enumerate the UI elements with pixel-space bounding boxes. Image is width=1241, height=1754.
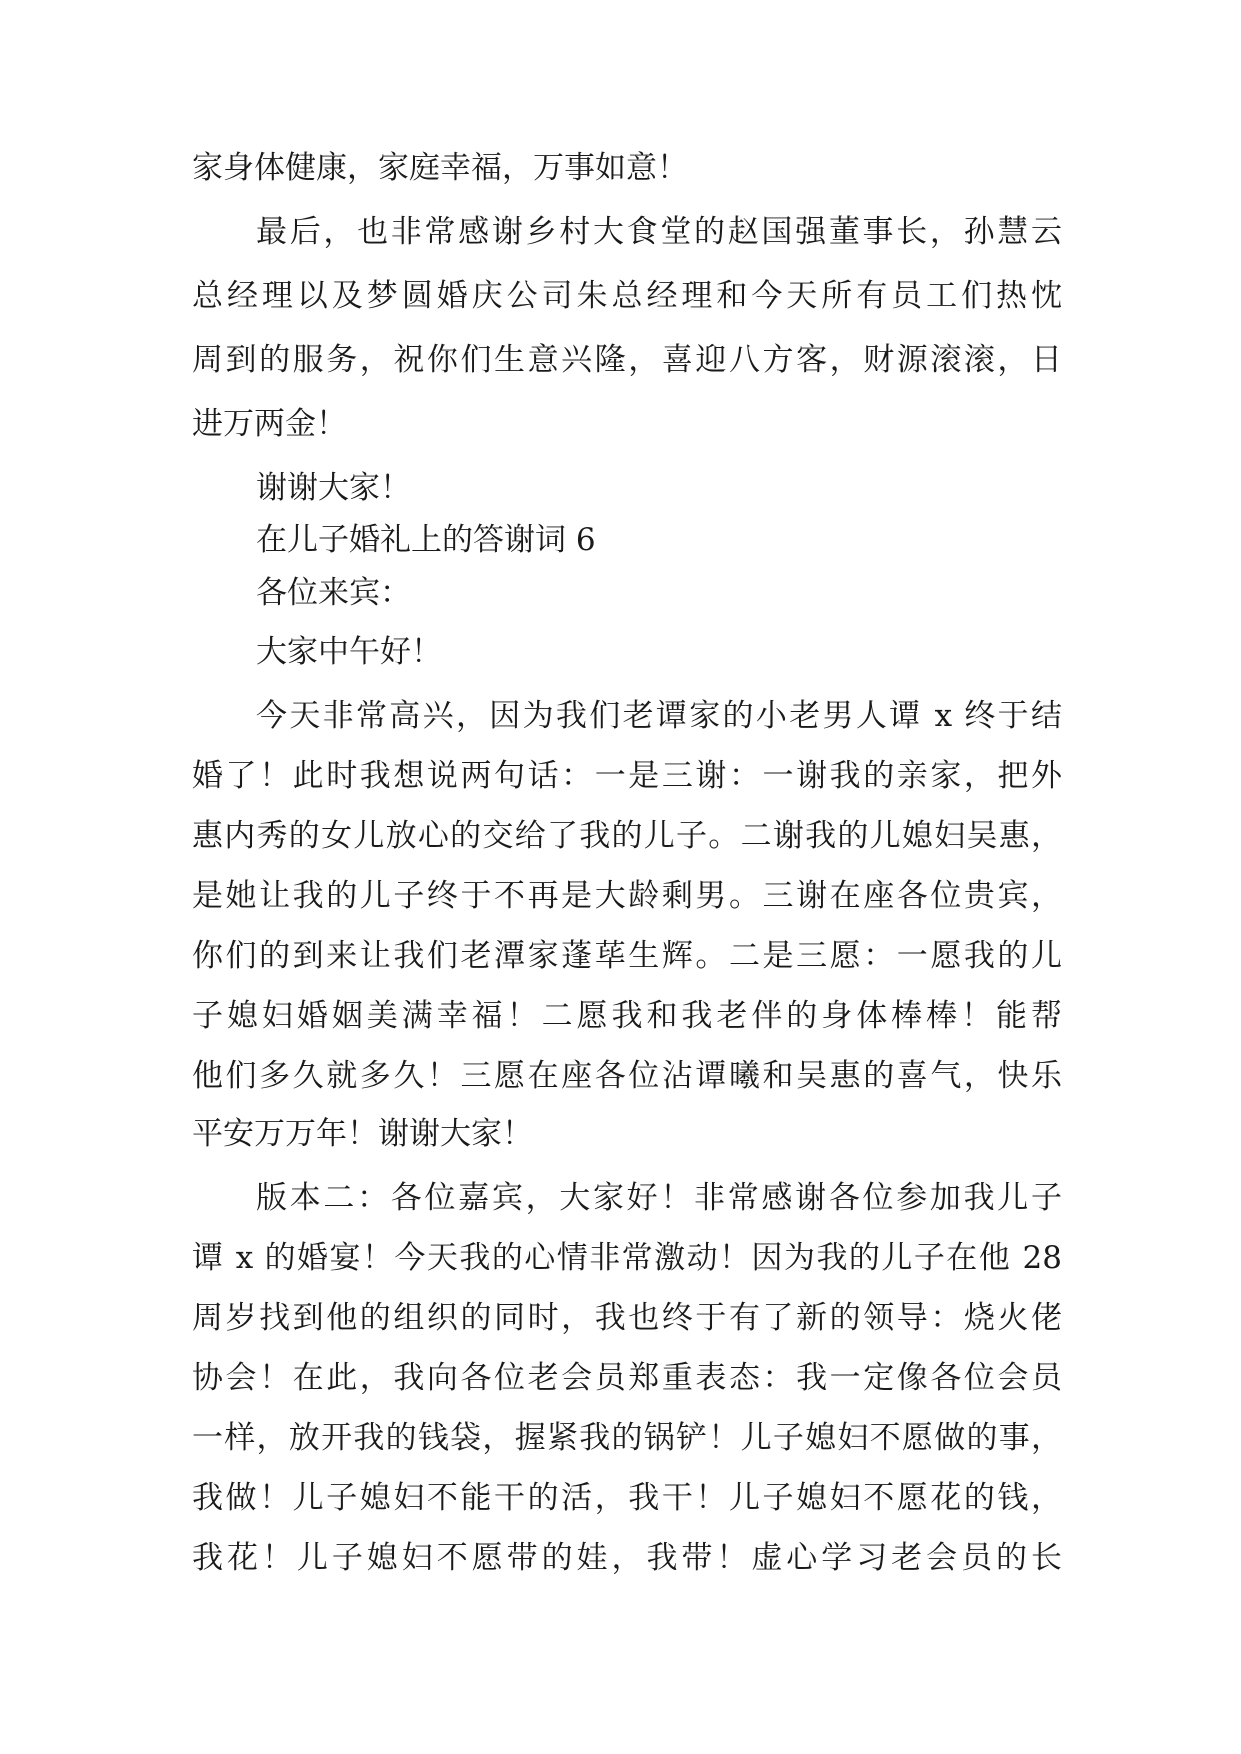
- text-line: 平安万万年！谢谢大家！: [192, 1116, 533, 1152]
- text-line: 婚了！此时我想说两句话：一是三谢：一谢我的亲家，把外: [192, 758, 1062, 794]
- section-heading: 在儿子婚礼上的答谢词 6: [256, 522, 596, 558]
- text-line: 最后，也非常感谢乡村大食堂的赵国强董事长，孙慧云: [256, 214, 1062, 250]
- text-line: 是她让我的儿子终于不再是大龄剩男。三谢在座各位贵宾，: [192, 878, 1062, 914]
- text-line: 子媳妇婚姻美满幸福！二愿我和我老伴的身体棒棒！能帮: [192, 998, 1062, 1034]
- text-line: 今天非常高兴，因为我们老谭家的小老男人谭 x 终于结: [256, 698, 1062, 734]
- text-line: 他们多久就多久！三愿在座各位沾谭曦和吴惠的喜气，快乐: [192, 1058, 1062, 1094]
- text-line: 大家中午好！: [256, 634, 442, 670]
- text-line: 协会！在此，我向各位老会员郑重表态：我一定像各位会员: [192, 1360, 1062, 1396]
- text-line: 周到的服务，祝你们生意兴隆，喜迎八方客，财源滚滚，日: [192, 342, 1062, 378]
- text-line: 各位来宾：: [256, 575, 411, 611]
- text-line: 进万两金！: [192, 406, 347, 442]
- text-line: 一样，放开我的钱袋，握紧我的锅铲！儿子媳妇不愿做的事，: [192, 1420, 1062, 1456]
- text-line: 谭 x 的婚宴！今天我的心情非常激动！因为我的儿子在他 28: [192, 1240, 1062, 1276]
- text-line: 我做！儿子媳妇不能干的活，我干！儿子媳妇不愿花的钱，: [192, 1480, 1062, 1516]
- text-line: 周岁找到他的组织的同时，我也终于有了新的领导：烧火佬: [192, 1300, 1062, 1336]
- text-line: 你们的到来让我们老潭家蓬荜生辉。二是三愿：一愿我的儿: [192, 938, 1062, 974]
- text-line: 惠内秀的女儿放心的交给了我的儿子。二谢我的儿媳妇吴惠，: [192, 818, 1062, 854]
- text-line: 我花！儿子媳妇不愿带的娃，我带！虚心学习老会员的长: [192, 1540, 1062, 1576]
- text-line: 版本二：各位嘉宾，大家好！非常感谢各位参加我儿子: [256, 1180, 1062, 1216]
- text-line: 谢谢大家！: [256, 470, 411, 506]
- text-line: 总经理以及梦圆婚庆公司朱总经理和今天所有员工们热忱: [192, 278, 1062, 314]
- text-line: 家身体健康，家庭幸福，万事如意！: [192, 150, 688, 186]
